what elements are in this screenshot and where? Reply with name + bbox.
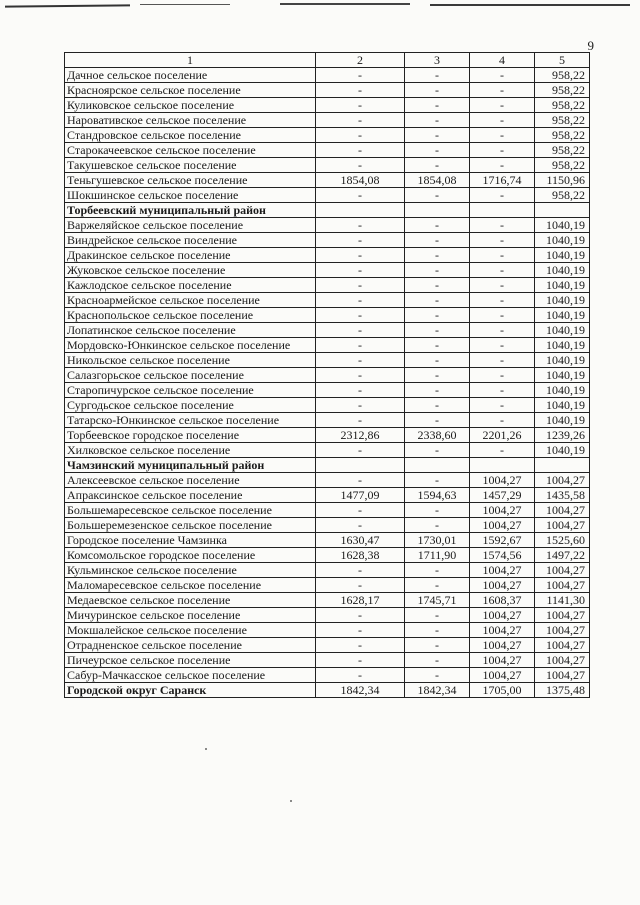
value-cell: 1040,19 — [535, 413, 590, 428]
value-cell: - — [405, 278, 470, 293]
value-cell: 1040,19 — [535, 248, 590, 263]
table-row — [65, 443, 590, 458]
scan-speck — [205, 748, 207, 750]
settlement-name-cell: Куликовское сельское поселение — [65, 98, 316, 113]
value-cell: 1040,19 — [535, 308, 590, 323]
table-row — [65, 98, 590, 113]
table-row — [65, 368, 590, 383]
header-cell: 4 — [470, 53, 535, 68]
value-cell: 1040,19 — [535, 233, 590, 248]
value-cell: - — [405, 143, 470, 158]
header-cell: 3 — [405, 53, 470, 68]
value-cell — [316, 458, 405, 473]
value-cell: - — [405, 668, 470, 683]
value-cell: 1730,01 — [405, 533, 470, 548]
value-cell: 1608,37 — [470, 593, 535, 608]
value-cell: 1435,58 — [535, 488, 590, 503]
settlement-name-cell: Пичеурское сельское поселение — [65, 653, 316, 668]
value-cell: 1004,27 — [470, 608, 535, 623]
table-row — [65, 128, 590, 143]
value-cell: 1004,27 — [470, 578, 535, 593]
value-cell: 1594,63 — [405, 488, 470, 503]
table-row — [65, 308, 590, 323]
settlement-name-cell: Такушевское сельское поселение — [65, 158, 316, 173]
header-cell: 2 — [316, 53, 405, 68]
value-cell: 1150,96 — [535, 173, 590, 188]
table-row — [65, 608, 590, 623]
value-cell: - — [405, 503, 470, 518]
value-cell: - — [470, 113, 535, 128]
table-header-row — [65, 53, 590, 68]
table-row — [65, 503, 590, 518]
value-cell: - — [316, 218, 405, 233]
settlement-name-cell: Городской округ Саранск — [65, 683, 316, 698]
section-row — [65, 203, 590, 218]
table-row — [65, 578, 590, 593]
value-cell: - — [405, 398, 470, 413]
value-cell: - — [316, 323, 405, 338]
table-row — [65, 488, 590, 503]
value-cell: - — [405, 68, 470, 83]
value-cell: 1716,74 — [470, 173, 535, 188]
value-cell: - — [470, 323, 535, 338]
value-cell: - — [470, 278, 535, 293]
table-row — [65, 173, 590, 188]
table-row — [65, 398, 590, 413]
value-cell: - — [470, 158, 535, 173]
value-cell: - — [405, 188, 470, 203]
value-cell: - — [470, 308, 535, 323]
value-cell: 1040,19 — [535, 323, 590, 338]
value-cell: - — [405, 623, 470, 638]
value-cell — [470, 203, 535, 218]
value-cell: - — [316, 563, 405, 578]
value-cell: - — [470, 398, 535, 413]
settlement-name-cell: Отрадненское сельское поселение — [65, 638, 316, 653]
value-cell: 1040,19 — [535, 278, 590, 293]
value-cell: - — [405, 128, 470, 143]
value-cell: - — [316, 308, 405, 323]
value-cell: - — [405, 353, 470, 368]
value-cell: 1477,09 — [316, 488, 405, 503]
value-cell: 1004,27 — [470, 563, 535, 578]
table-row — [65, 263, 590, 278]
settlement-name-cell: Мичуринское сельское поселение — [65, 608, 316, 623]
table-row — [65, 518, 590, 533]
value-cell: - — [316, 158, 405, 173]
table-row — [65, 233, 590, 248]
value-cell: - — [470, 98, 535, 113]
settlement-name-cell: Жуковское сельское поселение — [65, 263, 316, 278]
value-cell: 1004,27 — [470, 503, 535, 518]
value-cell: 1040,19 — [535, 368, 590, 383]
value-cell: - — [470, 218, 535, 233]
value-cell: - — [316, 278, 405, 293]
value-cell: 958,22 — [535, 158, 590, 173]
value-cell: 1239,26 — [535, 428, 590, 443]
table-row — [65, 623, 590, 638]
value-cell — [470, 458, 535, 473]
settlement-name-cell: Салазгорьское сельское поселение — [65, 368, 316, 383]
value-cell: 2338,60 — [405, 428, 470, 443]
value-cell: 1457,29 — [470, 488, 535, 503]
value-cell: - — [470, 263, 535, 278]
value-cell: - — [316, 518, 405, 533]
settlement-name-cell: Дачное сельское поселение — [65, 68, 316, 83]
value-cell: - — [470, 83, 535, 98]
table-row — [65, 473, 590, 488]
table-row — [65, 668, 590, 683]
value-cell: - — [470, 443, 535, 458]
value-cell: - — [316, 578, 405, 593]
scan-edge-artifact — [0, 0, 640, 12]
value-cell: 1525,60 — [535, 533, 590, 548]
value-cell: - — [470, 248, 535, 263]
table-row — [65, 278, 590, 293]
value-cell: - — [405, 638, 470, 653]
value-cell: - — [405, 158, 470, 173]
value-cell: 958,22 — [535, 68, 590, 83]
value-cell — [535, 203, 590, 218]
value-cell: - — [470, 338, 535, 353]
value-cell: - — [405, 323, 470, 338]
value-cell: 1705,00 — [470, 683, 535, 698]
settlement-name-cell: Никольское сельское поселение — [65, 353, 316, 368]
value-cell: - — [316, 128, 405, 143]
value-cell: 1004,27 — [470, 638, 535, 653]
value-cell: 1040,19 — [535, 218, 590, 233]
settlement-name-cell: Татарско-Юнкинское сельское поселение — [65, 413, 316, 428]
table-row — [65, 83, 590, 98]
value-cell: - — [316, 233, 405, 248]
value-cell: 1375,48 — [535, 683, 590, 698]
value-cell: - — [316, 443, 405, 458]
settlement-name-cell: Стандровское сельское поселение — [65, 128, 316, 143]
settlement-name-cell: Хилковское сельское поселение — [65, 443, 316, 458]
table-row — [65, 413, 590, 428]
table-row — [65, 428, 590, 443]
settlement-name-cell: Краснопольское сельское поселение — [65, 308, 316, 323]
value-cell: - — [316, 248, 405, 263]
value-cell: 2201,26 — [470, 428, 535, 443]
value-cell: - — [405, 413, 470, 428]
settlement-name-cell: Сургодьское сельское поселение — [65, 398, 316, 413]
table-row — [65, 218, 590, 233]
value-cell: 1040,19 — [535, 293, 590, 308]
table-row — [65, 563, 590, 578]
settlement-name-cell: Старокачеевское сельское поселение — [65, 143, 316, 158]
value-cell: 958,22 — [535, 98, 590, 113]
table-row — [65, 143, 590, 158]
value-cell: - — [405, 308, 470, 323]
value-cell: - — [405, 368, 470, 383]
total-row — [65, 683, 590, 698]
value-cell: - — [316, 338, 405, 353]
value-cell — [316, 203, 405, 218]
settlement-name-cell: Теньгушевское сельское поселение — [65, 173, 316, 188]
value-cell: 1711,90 — [405, 548, 470, 563]
value-cell: 1004,27 — [535, 608, 590, 623]
value-cell: 1040,19 — [535, 338, 590, 353]
value-cell: - — [470, 68, 535, 83]
settlement-name-cell: Медаевское сельское поселение — [65, 593, 316, 608]
value-cell: 1628,38 — [316, 548, 405, 563]
settlement-name-cell: Комсомольское городское поселение — [65, 548, 316, 563]
settlement-name-cell: Красноармейское сельское поселение — [65, 293, 316, 308]
value-cell: 1592,67 — [470, 533, 535, 548]
settlement-name-cell: Мордовско-Юнкинское сельское поселение — [65, 338, 316, 353]
value-cell: - — [470, 233, 535, 248]
settlement-name-cell: Наровативское сельское поселение — [65, 113, 316, 128]
table-row — [65, 653, 590, 668]
value-cell: - — [316, 473, 405, 488]
value-cell: 1628,17 — [316, 593, 405, 608]
value-cell: - — [470, 143, 535, 158]
value-cell: - — [405, 263, 470, 278]
settlement-name-cell: Виндрейское сельское поселение — [65, 233, 316, 248]
value-cell: - — [470, 353, 535, 368]
value-cell: - — [316, 143, 405, 158]
value-cell: 1497,22 — [535, 548, 590, 563]
value-cell: - — [405, 233, 470, 248]
value-cell: 1004,27 — [535, 623, 590, 638]
value-cell: 1745,71 — [405, 593, 470, 608]
value-cell: - — [405, 608, 470, 623]
value-cell: 1040,19 — [535, 383, 590, 398]
value-cell: 1574,56 — [470, 548, 535, 563]
value-cell: - — [316, 638, 405, 653]
value-cell: - — [316, 68, 405, 83]
value-cell — [535, 458, 590, 473]
table-row — [65, 158, 590, 173]
value-cell: - — [470, 293, 535, 308]
settlement-name-cell: Алексеевское сельское поселение — [65, 473, 316, 488]
value-cell: - — [316, 98, 405, 113]
value-cell: 1004,27 — [535, 473, 590, 488]
value-cell: - — [405, 563, 470, 578]
value-cell: 1004,27 — [470, 668, 535, 683]
value-cell: 1004,27 — [470, 623, 535, 638]
value-cell: 1040,19 — [535, 398, 590, 413]
value-cell: - — [316, 413, 405, 428]
page-number: 9 — [587, 38, 594, 53]
header-cell: 1 — [65, 53, 316, 68]
settlement-name-cell: Кульминское сельское поселение — [65, 563, 316, 578]
table-row — [65, 293, 590, 308]
settlement-name-cell: Торбеевский муниципальный район — [65, 203, 316, 218]
table-row — [65, 638, 590, 653]
value-cell: 1004,27 — [535, 563, 590, 578]
value-cell: - — [405, 98, 470, 113]
value-cell: - — [405, 218, 470, 233]
value-cell: 1004,27 — [535, 653, 590, 668]
value-cell: 1004,27 — [470, 653, 535, 668]
table-row — [65, 383, 590, 398]
value-cell: - — [316, 83, 405, 98]
settlement-name-cell: Большемаресевское сельское поселение — [65, 503, 316, 518]
value-cell: 958,22 — [535, 83, 590, 98]
value-cell: 958,22 — [535, 188, 590, 203]
value-cell: - — [316, 503, 405, 518]
value-cell: 1040,19 — [535, 263, 590, 278]
settlement-name-cell: Большеремезенское сельское поселение — [65, 518, 316, 533]
value-cell: 1842,34 — [316, 683, 405, 698]
value-cell: - — [405, 113, 470, 128]
value-cell: - — [470, 368, 535, 383]
value-cell: - — [470, 413, 535, 428]
table-row — [65, 188, 590, 203]
settlement-name-cell: Апраксинское сельское поселение — [65, 488, 316, 503]
value-cell: - — [405, 443, 470, 458]
value-cell: 2312,86 — [316, 428, 405, 443]
settlement-name-cell: Шокшинское сельское поселение — [65, 188, 316, 203]
value-cell: - — [316, 623, 405, 638]
settlement-name-cell: Кажлодское сельское поселение — [65, 278, 316, 293]
value-cell: - — [316, 653, 405, 668]
table-row — [65, 248, 590, 263]
value-cell: - — [316, 263, 405, 278]
settlement-name-cell: Маломаресевское сельское поселение — [65, 578, 316, 593]
settlement-name-cell: Мокшалейское сельское поселение — [65, 623, 316, 638]
settlement-name-cell: Городское поселение Чамзинка — [65, 533, 316, 548]
value-cell: 1004,27 — [535, 578, 590, 593]
value-cell: - — [405, 83, 470, 98]
value-cell: - — [470, 188, 535, 203]
table-row — [65, 533, 590, 548]
scan-speck — [290, 800, 292, 802]
table-row — [65, 338, 590, 353]
table-row — [65, 68, 590, 83]
value-cell: 1004,27 — [470, 473, 535, 488]
settlement-name-cell: Торбеевское городское поселение — [65, 428, 316, 443]
value-cell: - — [405, 248, 470, 263]
value-cell: 1004,27 — [470, 518, 535, 533]
value-cell: - — [405, 473, 470, 488]
settlement-name-cell: Лопатинское сельское поселение — [65, 323, 316, 338]
table-row — [65, 113, 590, 128]
value-cell: 1004,27 — [535, 668, 590, 683]
data-table — [64, 52, 590, 698]
value-cell: 1141,30 — [535, 593, 590, 608]
value-cell: - — [405, 383, 470, 398]
value-cell — [405, 203, 470, 218]
table-row — [65, 323, 590, 338]
value-cell: 1004,27 — [535, 503, 590, 518]
value-cell: - — [470, 383, 535, 398]
value-cell: 1040,19 — [535, 443, 590, 458]
section-row — [65, 458, 590, 473]
value-cell: - — [405, 338, 470, 353]
settlement-name-cell: Старопичурское сельское поселение — [65, 383, 316, 398]
value-cell: 1854,08 — [316, 173, 405, 188]
settlement-name-cell: Дракинское сельское поселение — [65, 248, 316, 263]
value-cell: 1040,19 — [535, 353, 590, 368]
table-row — [65, 593, 590, 608]
value-cell: - — [316, 368, 405, 383]
value-cell: 1004,27 — [535, 518, 590, 533]
settlement-name-cell: Чамзинский муниципальный район — [65, 458, 316, 473]
value-cell: 1842,34 — [405, 683, 470, 698]
value-cell: - — [316, 188, 405, 203]
settlement-name-cell: Красноярское сельское поселение — [65, 83, 316, 98]
table-row — [65, 353, 590, 368]
value-cell: 1854,08 — [405, 173, 470, 188]
value-cell: 958,22 — [535, 128, 590, 143]
settlement-name-cell: Сабур-Мачкасское сельское поселение — [65, 668, 316, 683]
value-cell: - — [316, 113, 405, 128]
value-cell: 958,22 — [535, 113, 590, 128]
value-cell: - — [470, 128, 535, 143]
value-cell: 1004,27 — [535, 638, 590, 653]
value-cell: - — [316, 293, 405, 308]
value-cell: - — [316, 383, 405, 398]
value-cell: - — [405, 293, 470, 308]
value-cell: - — [405, 653, 470, 668]
value-cell: - — [316, 668, 405, 683]
header-cell: 5 — [535, 53, 590, 68]
value-cell: - — [316, 398, 405, 413]
settlement-name-cell: Варжеляйское сельское поселение — [65, 218, 316, 233]
value-cell — [405, 458, 470, 473]
value-cell: - — [316, 608, 405, 623]
value-cell: - — [405, 518, 470, 533]
value-cell: - — [316, 353, 405, 368]
value-cell: - — [405, 578, 470, 593]
value-cell: 1630,47 — [316, 533, 405, 548]
table-row — [65, 548, 590, 563]
value-cell: 958,22 — [535, 143, 590, 158]
